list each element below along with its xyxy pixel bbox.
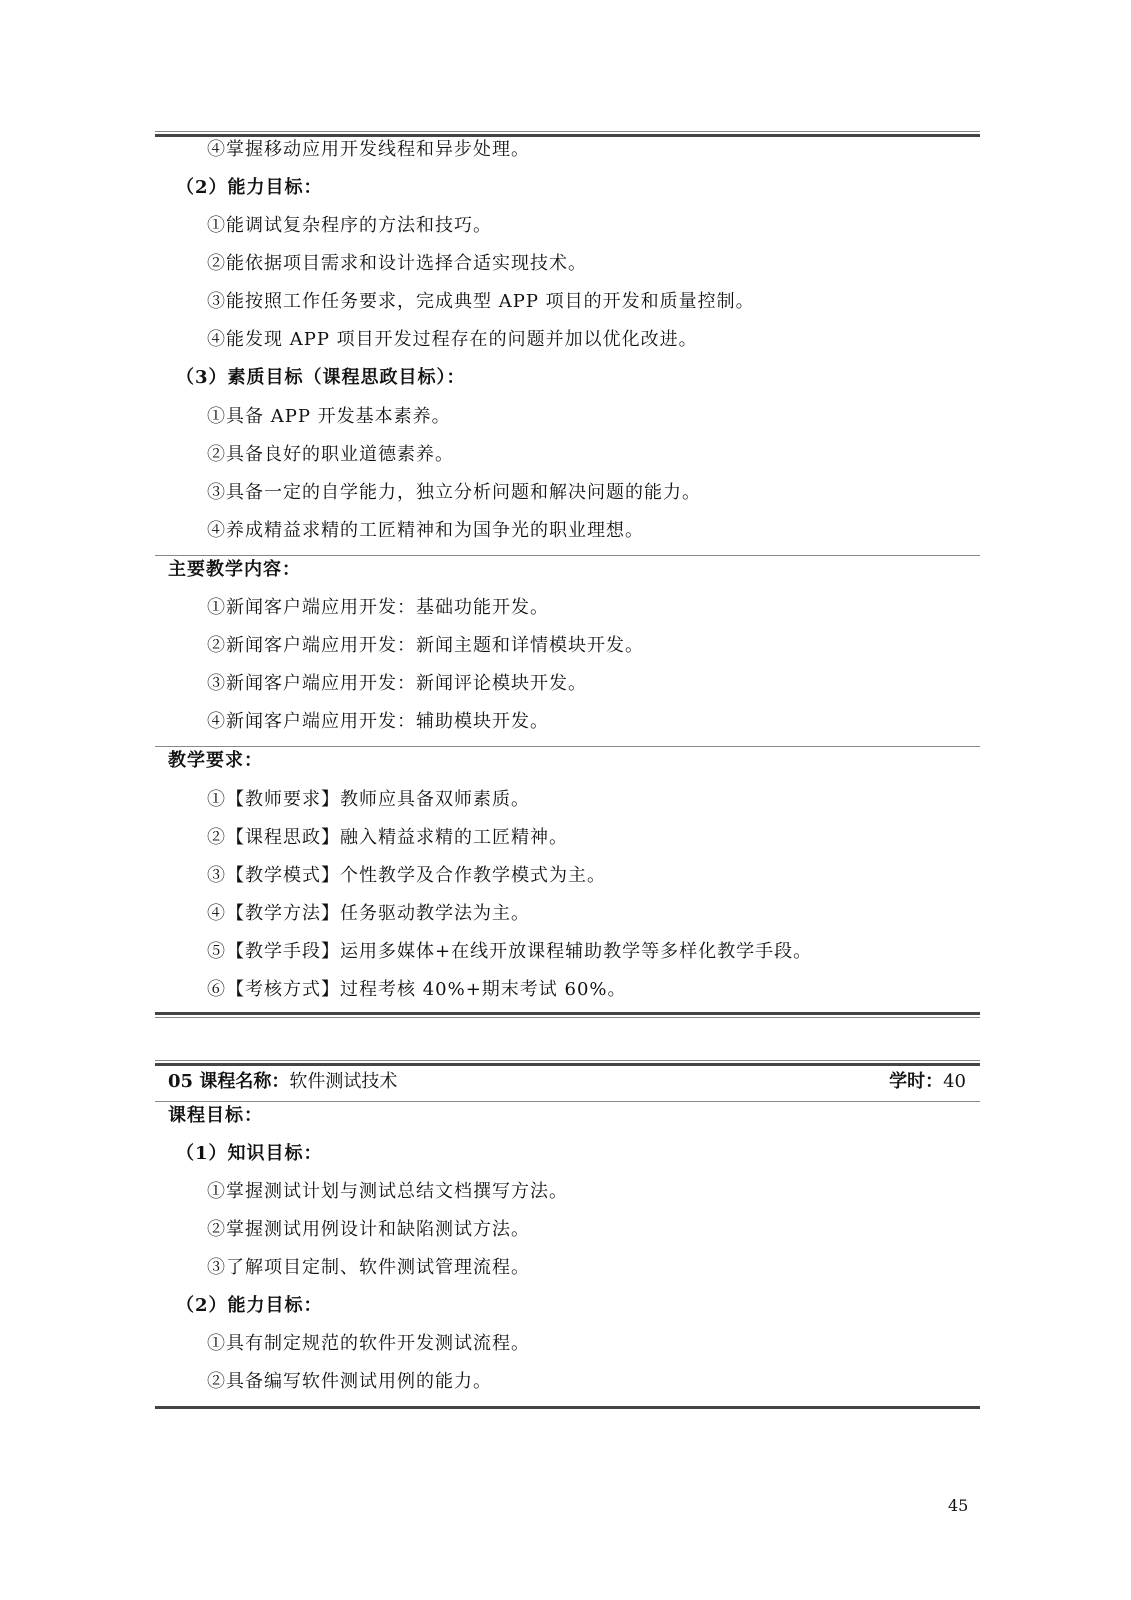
quality-item: ①具备 APP 开发基本素养。 bbox=[207, 406, 451, 427]
knowledge-item: ②掌握测试用例设计和缺陷测试方法。 bbox=[207, 1219, 530, 1240]
content-item: ③新闻客户端应用开发：新闻评论模块开发。 bbox=[207, 673, 587, 694]
course-table-bottom-rule bbox=[155, 1406, 980, 1409]
ability-heading: （2）能力目标： bbox=[176, 177, 323, 198]
ability-item: ③能按照工作任务要求，完成典型 APP 项目的开发和质量控制。 bbox=[207, 291, 755, 312]
content-item: ①新闻客户端应用开发：基础功能开发。 bbox=[207, 597, 549, 618]
teaching-requirements-heading: 教学要求： bbox=[168, 750, 263, 771]
table-bottom-rule bbox=[155, 1017, 980, 1018]
course-table-top-rule bbox=[155, 1060, 980, 1061]
knowledge-item: ③了解项目定制、软件测试管理流程。 bbox=[207, 1257, 530, 1278]
requirement-item: ②【课程思政】融入精益求精的工匠精神。 bbox=[207, 827, 568, 848]
knowledge-heading: （1）知识目标： bbox=[176, 1143, 323, 1164]
requirement-item: ①【教师要求】教师应具备双师素质。 bbox=[207, 789, 530, 810]
requirement-item: ⑥【考核方式】过程考核 40%+期末考试 60%。 bbox=[207, 979, 627, 1000]
requirement-item: ③【教学模式】个性教学及合作教学模式为主。 bbox=[207, 865, 606, 886]
table-top-rule bbox=[155, 131, 980, 132]
ability-item: ①能调试复杂程序的方法和技巧。 bbox=[207, 215, 492, 236]
course-hours bbox=[889, 1067, 978, 1097]
table-bottom-rule-thick bbox=[155, 1012, 980, 1015]
teaching-content-heading: 主要教学内容： bbox=[168, 559, 301, 580]
ability-item: ④能发现 APP 项目开发过程存在的问题并加以优化改进。 bbox=[207, 329, 698, 350]
ability-item: ②具备编写软件测试用例的能力。 bbox=[207, 1371, 492, 1392]
quality-item: ②具备良好的职业道德素养。 bbox=[207, 444, 454, 465]
quality-heading: （3）素质目标（课程思政目标）： bbox=[176, 367, 466, 388]
quality-item: ③具备一定的自学能力，独立分析问题和解决问题的能力。 bbox=[207, 482, 701, 503]
ability-item: ②能依据项目需求和设计选择合适实现技术。 bbox=[207, 253, 587, 274]
content-item: ④新闻客户端应用开发：辅助模块开发。 bbox=[207, 711, 549, 732]
requirement-item: ⑤【教学手段】运用多媒体+在线开放课程辅助教学等多样化教学手段。 bbox=[207, 941, 813, 962]
content-item: ②新闻客户端应用开发：新闻主题和详情模块开发。 bbox=[207, 635, 644, 656]
knowledge-item-4: ④掌握移动应用开发线程和异步处理。 bbox=[207, 139, 530, 160]
quality-item: ④养成精益求精的工匠精神和为国争光的职业理想。 bbox=[207, 520, 644, 541]
course-hours-value: 40 bbox=[943, 1071, 966, 1092]
knowledge-item: ①掌握测试计划与测试总结文档撰写方法。 bbox=[207, 1181, 568, 1202]
course-name: 软件测试技术 bbox=[289, 1071, 398, 1092]
requirement-item: ④【教学方法】任务驱动教学法为主。 bbox=[207, 903, 530, 924]
ability-heading: （2）能力目标： bbox=[176, 1295, 323, 1316]
course-title-row bbox=[168, 1067, 978, 1097]
course-hours-label: 学时： bbox=[889, 1071, 944, 1092]
course-title bbox=[168, 1067, 397, 1097]
course-objectives-heading: 课程目标： bbox=[168, 1105, 263, 1126]
course-name-label: 05 课程名称： bbox=[168, 1071, 290, 1092]
ability-item: ①具有制定规范的软件开发测试流程。 bbox=[207, 1333, 530, 1354]
page-number: 45 bbox=[948, 1496, 969, 1515]
course-table-top-rule-thick bbox=[155, 1063, 980, 1066]
